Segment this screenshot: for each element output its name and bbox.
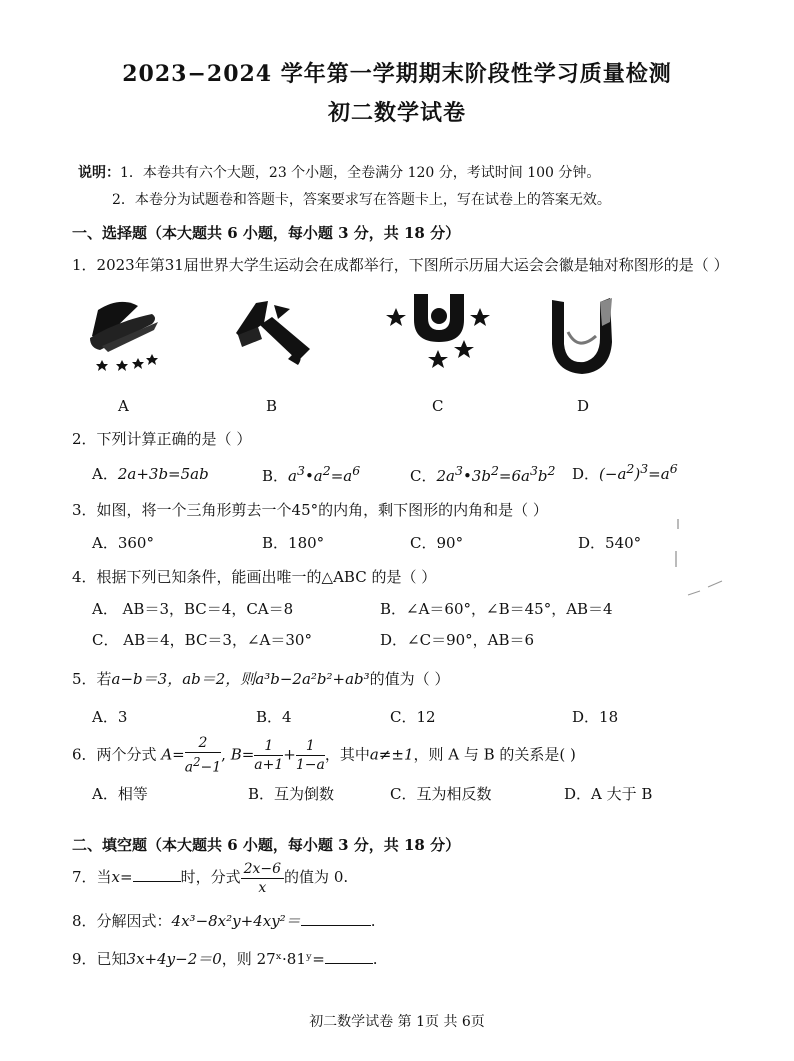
notes-item-1: 1．本卷共有六个大题，23 个小题，全卷满分 120 分，考试时间 100 分钟。 <box>120 165 601 181</box>
q3-stem: 3．如图，将一个三角形剪去一个45°的内角，剩下图形的内角和是（ ） <box>72 501 548 519</box>
q3-option-b: B．180° <box>262 534 325 552</box>
q4-stem: 4．根据下列已知条件，能画出唯一的△ABC 的是（ ） <box>72 568 437 586</box>
fraction-q7: $\frac{2x-6}{x}$ <box>241 860 284 897</box>
logo-c-icon <box>384 290 494 370</box>
notes-line-1 <box>78 162 600 182</box>
q6-option-c: C．互为相反数 <box>390 785 492 803</box>
logo-b-icon <box>234 295 314 370</box>
q4-option-c: C． AB＝4，BC＝3，∠A＝30° <box>92 631 312 649</box>
exam-title: 2023−2024 学年第一学期期末阶段性学习质量检测 <box>122 61 672 87</box>
notes-item-2: 2．本卷分为试题卷和答题卡，答案要求写在答题卡上，写在试卷上的答案无效。 <box>112 192 611 208</box>
exam-subtitle: 初二数学试卷 <box>327 100 466 126</box>
q3-option-a: A．360° <box>92 534 154 552</box>
q2-option-d: D．$(-a^2)^3=a^6$ <box>572 461 678 483</box>
q4-option-a: A． AB＝3，BC＝4，CA＝8 <box>92 600 294 618</box>
q6-option-a: A．相等 <box>92 785 148 803</box>
page-footer: 初二数学试卷 第 1页 共 6页 <box>309 1014 485 1030</box>
q2-option-a: A．2a+3b=5ab <box>92 465 209 483</box>
q6-option-d: D．A 大于 B <box>564 785 653 803</box>
q5-option-a: A．3 <box>92 708 128 726</box>
fraction-b2: $\frac{1}{1-a}$ <box>295 737 325 773</box>
q9-answer-blank[interactable] <box>325 963 373 964</box>
notes-label: 说明： <box>78 165 120 181</box>
q6-stem: 6．两个分式 A= $\frac{2}{a^2-1}$ , B= $\frac{1}{a+1}$ + $\frac{1}{1-a}$ ，其中a≠±1，则 A 与 B 的关系是( ) <box>72 735 576 776</box>
logo-d-icon <box>548 292 618 377</box>
q1-label-a: A <box>118 397 129 415</box>
q5-option-d: D．18 <box>572 708 619 726</box>
q3-option-c: C．90° <box>410 534 464 552</box>
q9-stem: 9．已知3x+4y−2＝0，则 27ˣ·81ʸ= . <box>72 950 378 968</box>
q2-stem: 2．下列计算正确的是（ ） <box>72 430 252 448</box>
q3-figure <box>670 515 730 605</box>
q1-label-d: D <box>577 397 590 415</box>
q5-option-b: B．4 <box>256 708 292 726</box>
fraction-b1: $\frac{1}{a+1}$ <box>254 737 284 773</box>
q3-option-d: D．540° <box>578 534 642 552</box>
q4-option-d: D．∠C＝90°，AB＝6 <box>380 631 535 649</box>
q5-stem: 5．若a−b＝3，ab＝2，则a³b−2a²b²+ab³的值为（ ） <box>72 670 450 688</box>
q5-option-c: C．12 <box>390 708 436 726</box>
section-1-title: 一、选择题（本大题共 6 小题，每小题 3 分，共 18 分） <box>72 224 461 242</box>
q8-stem: 8．分解因式：4x³−8x²y+4xy²＝ . <box>72 912 376 930</box>
q7-stem: 7．当x= 时，分式 $\frac{2x-6}{x}$ 的值为 0. <box>72 860 349 896</box>
q8-answer-blank[interactable] <box>301 925 371 926</box>
q2-option-c: C．$2a^3•3b^2=6a^3b^2$ <box>410 463 556 485</box>
q2-option-b: B．$a^3•a^2=a^6$ <box>262 463 361 485</box>
q1-label-b: B <box>266 397 278 415</box>
fraction-a: $\frac{2}{a^2-1}$ <box>184 735 222 776</box>
q4-option-b: B．∠A＝60°，∠B＝45°，AB＝4 <box>380 600 613 618</box>
logo-a-icon <box>80 288 170 373</box>
q7-answer-blank[interactable] <box>133 881 181 882</box>
q1-stem: 1．2023年第31届世界大学生运动会在成都举行，下图所示历届大运会会徽是轴对称图形的是（ ） <box>72 256 729 274</box>
q6-option-b: B．互为倒数 <box>248 785 335 803</box>
q1-label-c: C <box>432 397 444 415</box>
section-2-title: 二、填空题（本大题共 6 小题，每小题 3 分，共 18 分） <box>72 836 461 854</box>
